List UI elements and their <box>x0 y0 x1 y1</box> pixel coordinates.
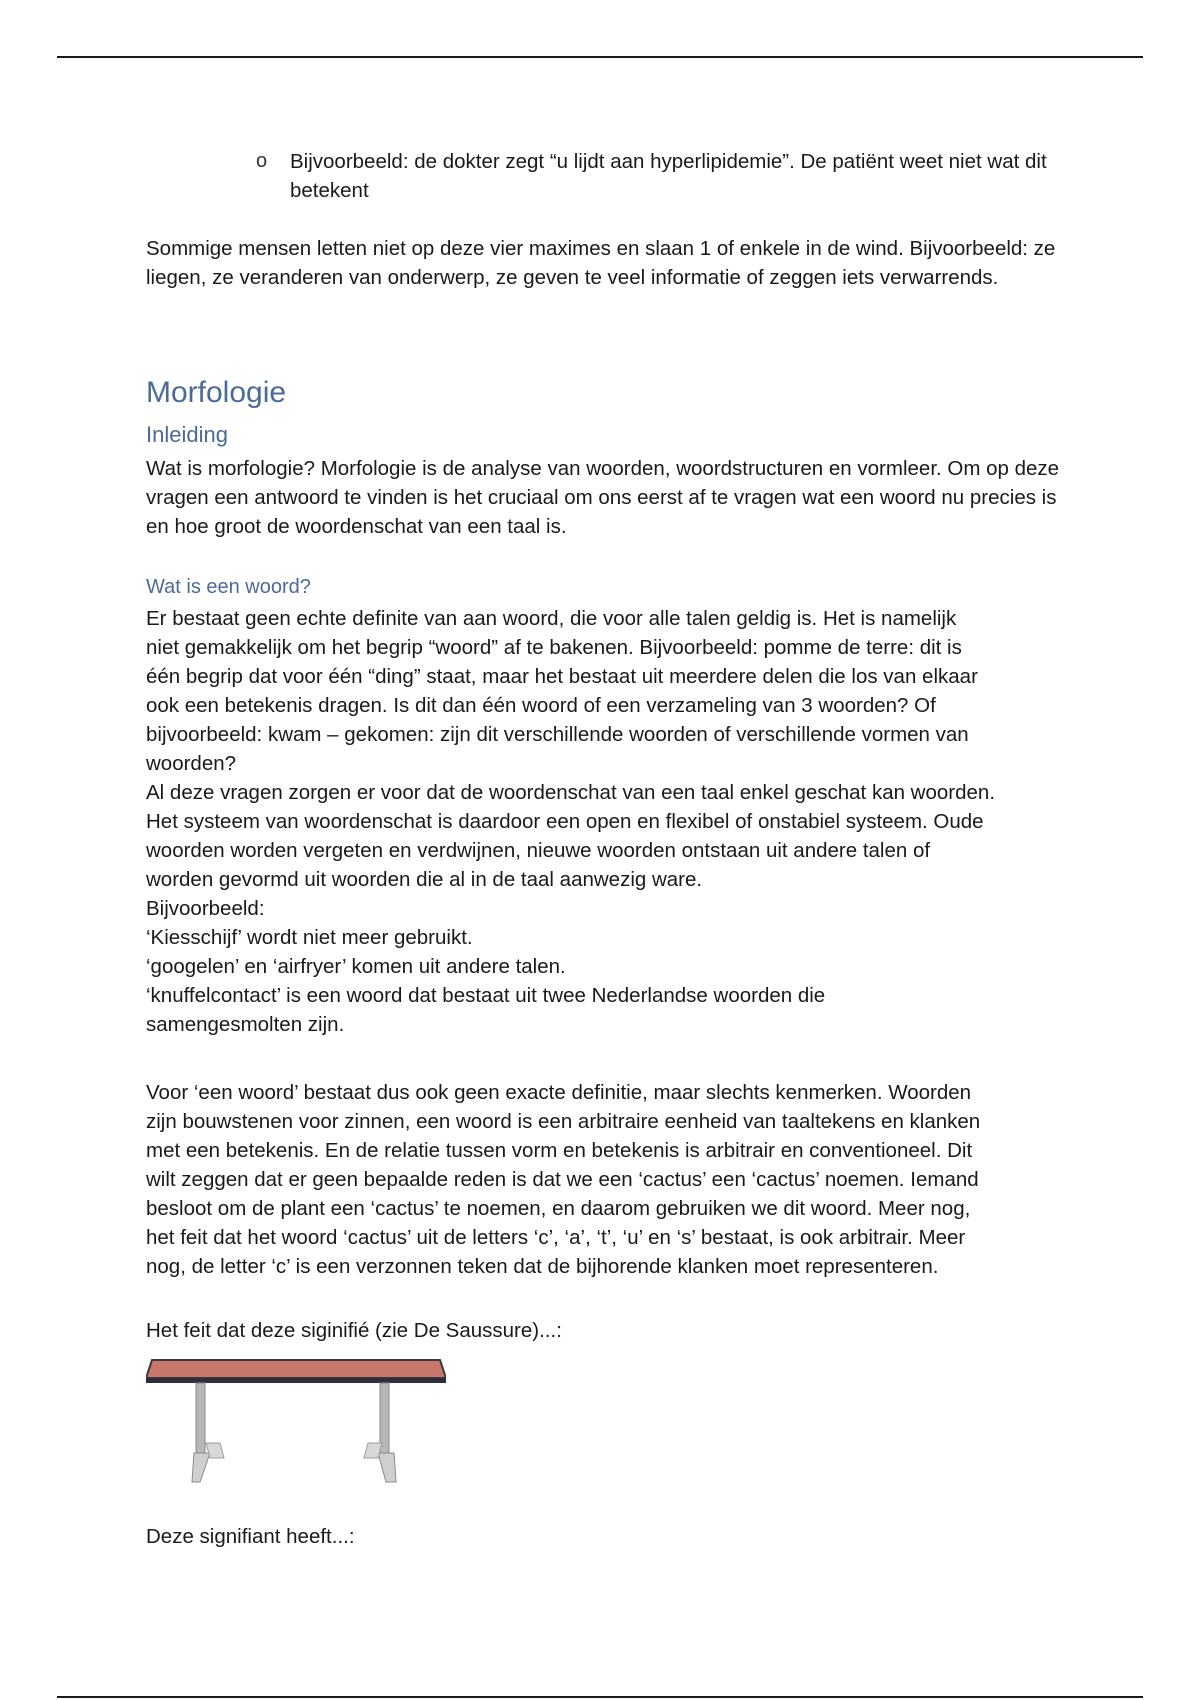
text-line: woorden? <box>146 752 237 775</box>
signifiant-line: Deze signifiant heeft...: <box>146 1525 355 1548</box>
heading-wat-is-een-woord: Wat is een woord? <box>146 576 311 598</box>
text-line: samengesmolten zijn. <box>146 1013 345 1036</box>
text-line: Bijvoorbeeld: <box>146 897 265 920</box>
signifie-line: Het feit dat deze siginifié (zie De Saussure)...: <box>146 1319 562 1342</box>
text-line: bijvoorbeeld: kwam – gekomen: zijn dit verschillende woorden of verschillende vormen van <box>146 723 969 746</box>
bullet-text: Bijvoorbeeld: de dokter zegt “u lijdt aan hyperlipidemie”. De patiënt weet niet wat dit betekent <box>290 150 1047 202</box>
text-line: niet gemakkelijk om het begrip “woord” af te bakenen. Bijvoorbeeld: pomme de terre: dit is <box>146 636 962 659</box>
text-line: één begrip dat voor één “ding” staat, maar het bestaat uit meerdere delen die los van elkaar <box>146 665 978 688</box>
left-foot <box>192 1453 210 1482</box>
bullet-marker: o <box>256 150 268 172</box>
right-foot <box>378 1453 396 1482</box>
heading-inleiding: Inleiding <box>146 422 228 447</box>
intro-paragraph: Sommige mensen letten niet op deze vier maximes en slaan 1 of enkele in de wind. Bijvoorbeeld: ze liegen, ze veranderen van onderwerp, ze geven te veel informatie of zeggen iets verwarrends. <box>146 237 1056 289</box>
text-line: ook een betekenis dragen. Is dit dan één woord of een verzameling van 3 woorden? Of <box>146 694 936 717</box>
inleiding-paragraph: Wat is morfologie? Morfologie is de analyse van woorden, woordstructuren en vormleer. Om op deze vragen een antwoord te vinden is het cruciaal om ons eerst af te vragen wat een woord nu precies is en hoe groot de woordenschat van een taal is. <box>146 457 1060 538</box>
text-line: worden gevormd uit woorden die al in de taal aanwezig ware. <box>146 868 703 891</box>
left-leg <box>196 1383 205 1453</box>
tabletop <box>146 1360 446 1378</box>
text-line: ‘googelen’ en ‘airfryer’ komen uit andere talen. <box>146 955 566 978</box>
footer-rule <box>57 1696 1143 1698</box>
text-line: besloot om de plant een ‘cactus’ te noemen, en daarom gebruiken we dit woord. Meer nog, <box>146 1197 971 1220</box>
text-line: Het systeem van woordenschat is daardoor een open en flexibel of onstabiel systeem. Oude <box>146 810 984 833</box>
text-line: wilt zeggen dat er geen bepaalde reden is dat we een ‘cactus’ een ‘cactus’ noemen. Iemand <box>146 1168 979 1191</box>
definitie-paragraph <box>146 1078 1066 1281</box>
text-line: het feit dat het woord ‘cactus’ uit de letters ‘c’, ‘a’, ‘t’, ‘u’ en ‘s’ bestaat, is ook arbitrair. Meer <box>146 1226 966 1249</box>
text-line: met een betekenis. En de relatie tussen vorm en betekenis is arbitrair en conventioneel. Dit <box>146 1139 973 1162</box>
text-line: ‘Kiesschijf’ wordt niet meer gebruikt. <box>146 926 473 949</box>
text-line: nog, de letter ‘c’ is een verzonnen teken dat de bijhorende klanken moet representeren. <box>146 1255 939 1278</box>
text-line: Voor ‘een woord’ bestaat dus ook geen exacte definitie, maar slechts kenmerken. Woorden <box>146 1081 972 1104</box>
header-rule <box>57 56 1143 58</box>
heading-morfologie: Morfologie <box>146 376 287 409</box>
woord-paragraph <box>146 604 1066 1039</box>
text-line: Er bestaat geen echte definite van aan woord, die voor alle talen geldig is. Het is namelijk <box>146 607 957 630</box>
text-line: zijn bouwstenen voor zinnen, een woord is een arbitraire eenheid van taaltekens en klanken <box>146 1110 981 1133</box>
table-image <box>146 1350 446 1490</box>
tabletop-edge <box>146 1378 446 1383</box>
text-line: woorden worden vergeten en verdwijnen, nieuwe woorden ontstaan uit andere talen of <box>146 839 931 862</box>
text-line: ‘knuffelcontact’ is een woord dat bestaat uit twee Nederlandse woorden die <box>146 984 826 1007</box>
text-line: Al deze vragen zorgen er voor dat de woordenschat van een taal enkel geschat kan woorden. <box>146 781 996 804</box>
